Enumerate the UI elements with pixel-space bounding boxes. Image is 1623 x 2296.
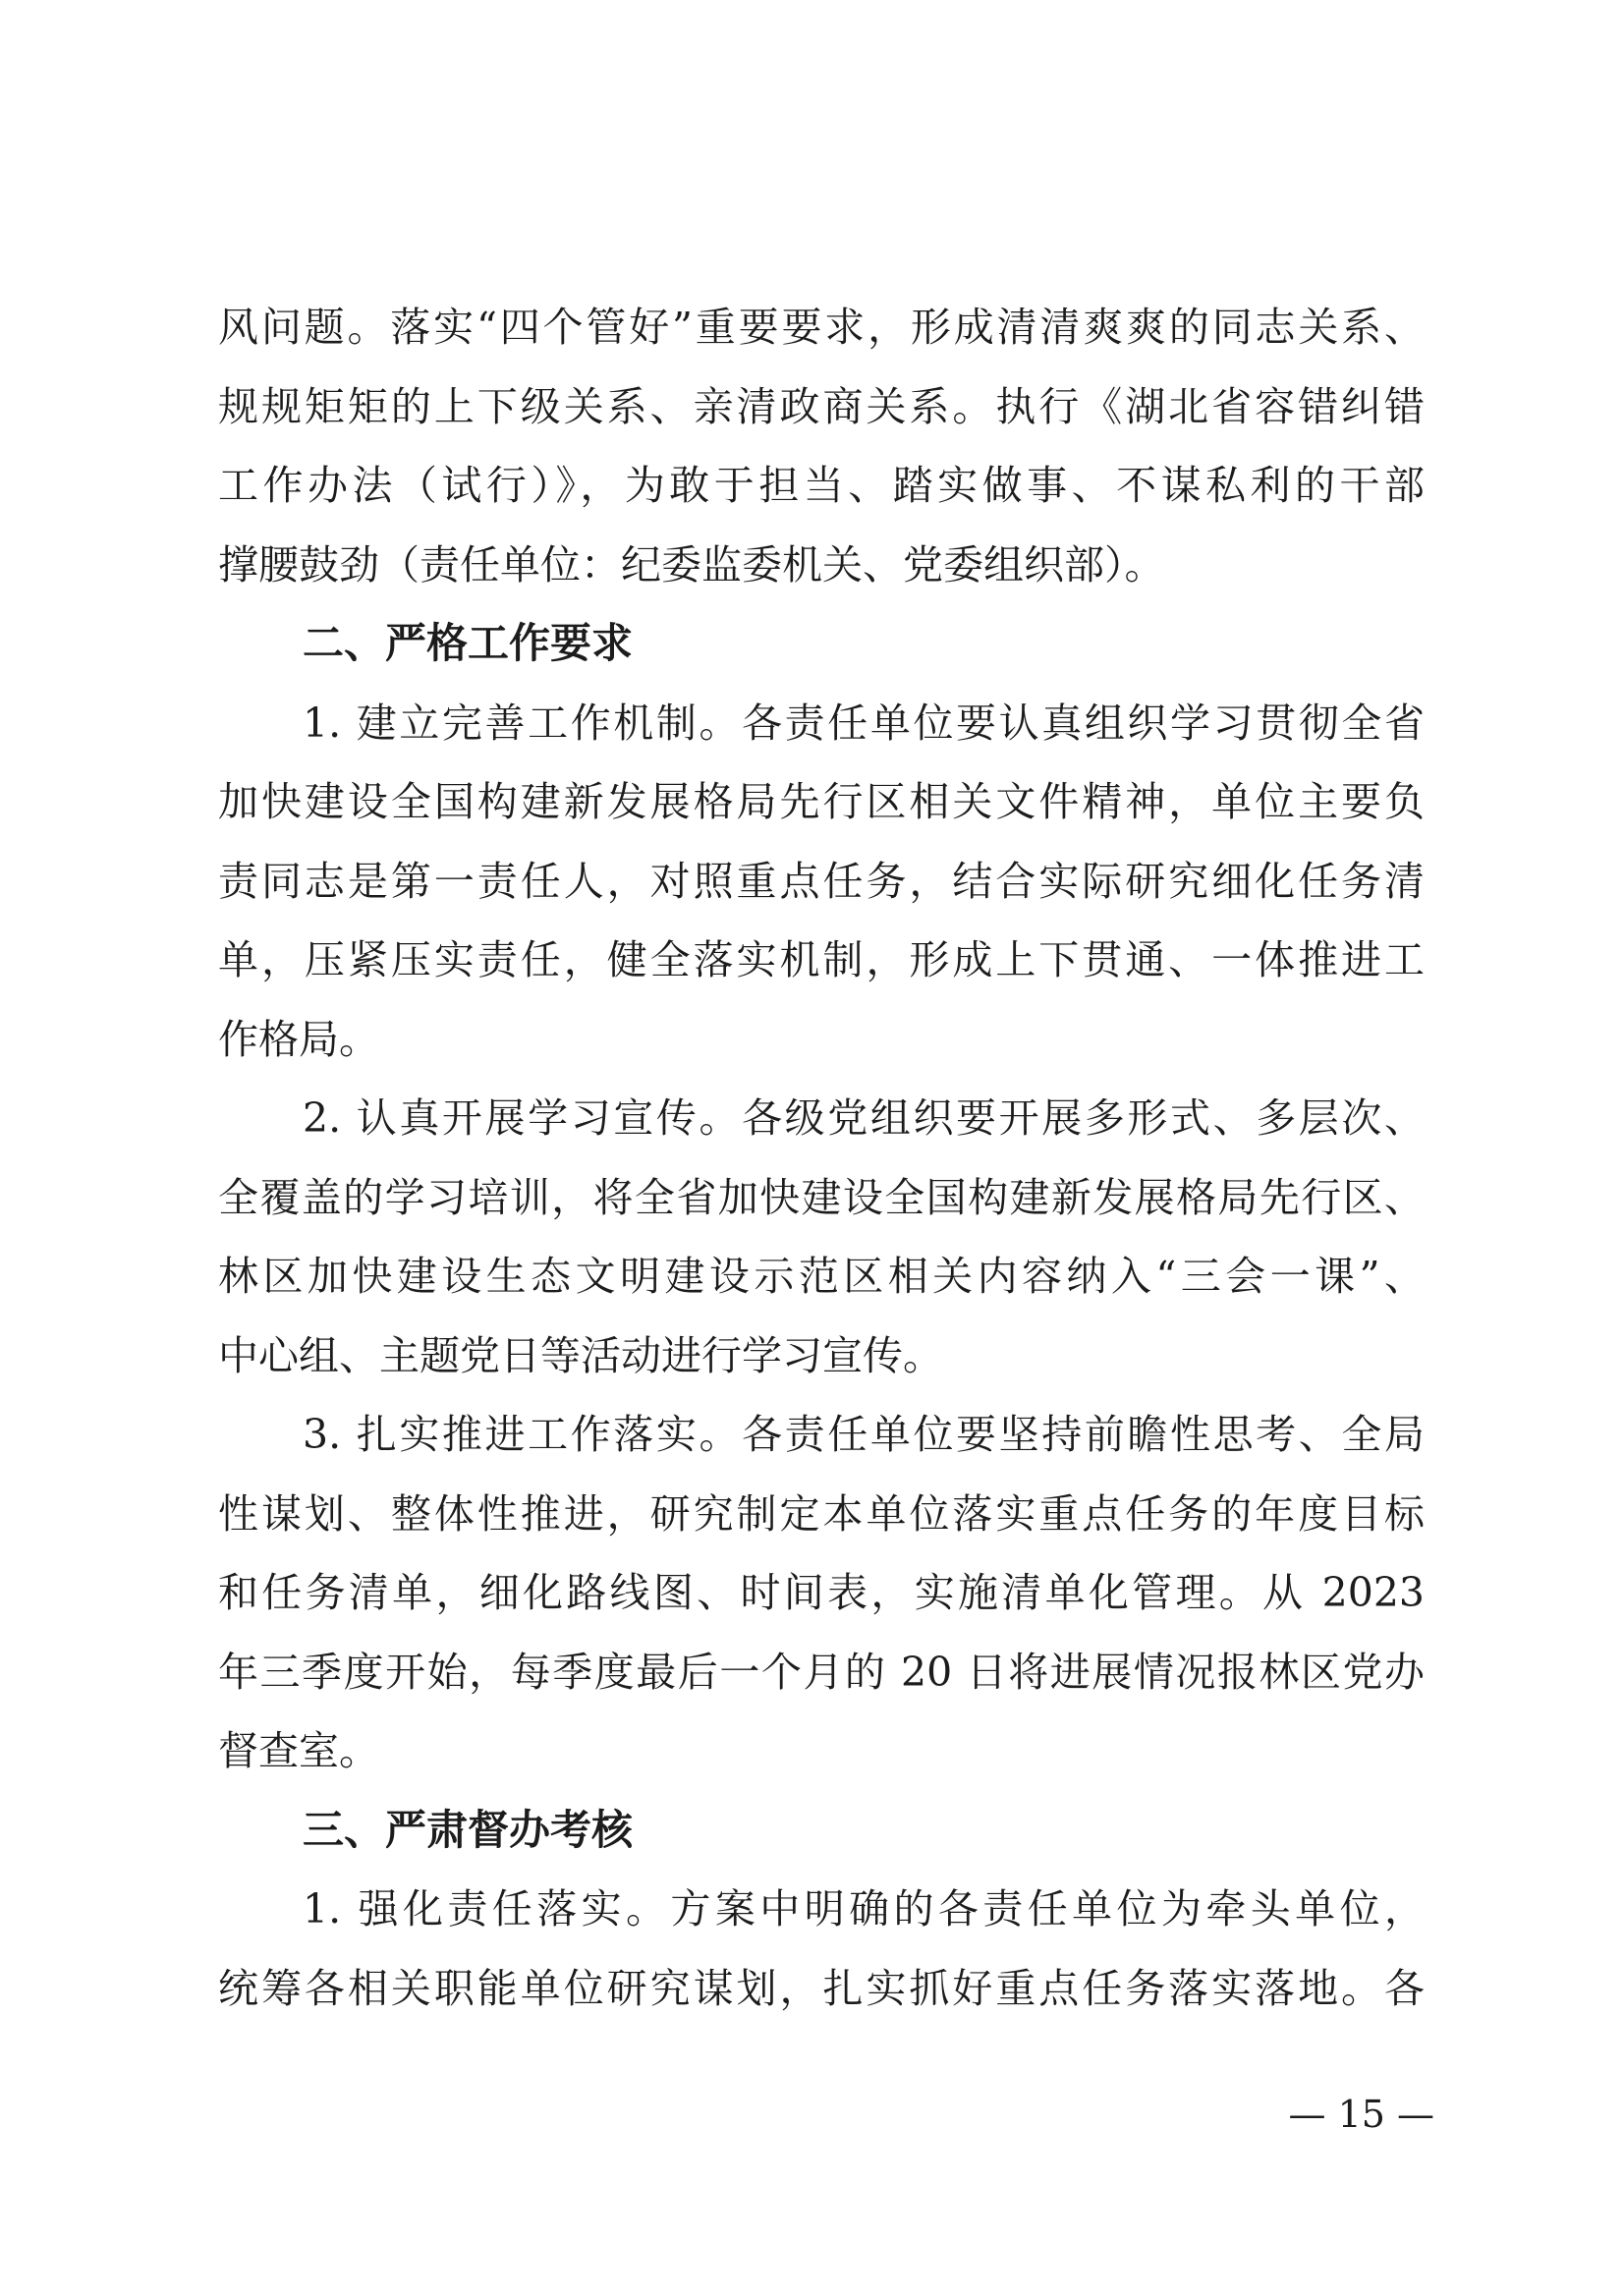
text-line: 2. 认真开展学习宣传。各级党组织要开展多形式、多层次、 [303, 1094, 1425, 1142]
paragraph-item-2 [218, 1079, 1425, 1395]
text-line: 统筹各相关职能单位研究谋划，扎实抓好重点任务落实落地。各 [218, 1964, 1425, 2012]
text-line: 加快建设全国构建新发展格局先行区相关文件精神，单位主要负 [218, 778, 1425, 825]
paragraph-continued [218, 288, 1425, 604]
text-line: 1. 强化责任落实。方案中明确的各责任单位为牵头单位， [303, 1885, 1425, 1932]
text-line: 责同志是第一责任人，对照重点任务，结合实际研究细化任务清 [218, 857, 1425, 905]
text-line: 撑腰鼓劲（责任单位：纪委监委机关、党委组织部）。 [218, 540, 1165, 588]
text-line: 督查室。 [218, 1727, 379, 1774]
text-line: 1. 建立完善工作机制。各责任单位要认真组织学习贯彻全省 [303, 699, 1425, 747]
paragraph-item-1 [218, 684, 1425, 1080]
paragraph-item-3 [218, 1395, 1425, 1791]
text-line: 和任务清单，细化路线图、时间表，实施清单化管理。从 2023 [218, 1569, 1425, 1616]
text-line: 单，压紧压实责任，健全落实机制，形成上下贯通、一体推进工 [218, 936, 1425, 983]
document-body [218, 288, 1425, 2028]
text-line: 作格局。 [218, 1015, 379, 1063]
section-heading: 二、严格工作要求 [303, 619, 634, 667]
text-line: 年三季度开始，每季度最后一个月的 20 日将进展情况报林区党办 [218, 1648, 1425, 1696]
text-line: 性谋划、整体性推进，研究制定本单位落实重点任务的年度目标 [218, 1489, 1425, 1538]
section-heading: 三、严肃督办考核 [303, 1805, 634, 1854]
page-number: — 15 — [1288, 2093, 1434, 2136]
paragraph-item-1 [218, 1870, 1425, 2028]
text-line: 风问题。落实“四个管好”重要要求，形成清清爽爽的同志关系、 [218, 304, 1425, 351]
text-line: 3. 扎实推进工作落实。各责任单位要坚持前瞻性思考、全局 [303, 1411, 1425, 1458]
text-line: 规规矩矩的上下级关系、亲清政商关系。执行《湖北省容错纠错 [218, 382, 1425, 430]
text-line: 工作办法（试行）》，为敢于担当、踏实做事、不谋私利的干部 [218, 462, 1425, 509]
text-line: 全覆盖的学习培训，将全省加快建设全国构建新发展格局先行区、 [218, 1173, 1425, 1221]
text-line: 中心组、主题党日等活动进行学习宣传。 [218, 1331, 943, 1379]
text-line: 林区加快建设生态文明建设示范区相关内容纳入“三会一课”、 [218, 1253, 1425, 1300]
